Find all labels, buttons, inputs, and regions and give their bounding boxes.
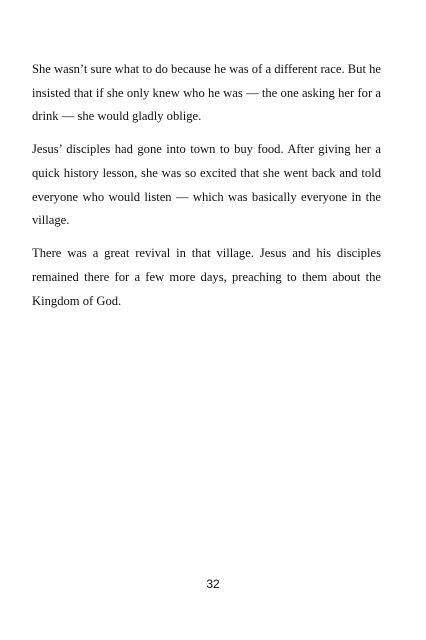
page-number: 32 (206, 577, 220, 591)
paragraph-2: Jesus’ disciples had gone into town to buy food. After giving her a quick history lesson, she was so excited that she went back and told everyone who would listen — which was basically everyone in the village. (32, 142, 381, 228)
paragraph-1: She wasn’t sure what to do because he was of a different race. But he insisted that if she only knew who he was — the one asking her for a drink — she would gladly oblige. (32, 62, 381, 124)
paragraph-3: There was a great revival in that village. Jesus and his disciples remained there for a few more days, preaching to them about the Kingdom of God. (32, 246, 381, 308)
body-text (32, 58, 381, 323)
